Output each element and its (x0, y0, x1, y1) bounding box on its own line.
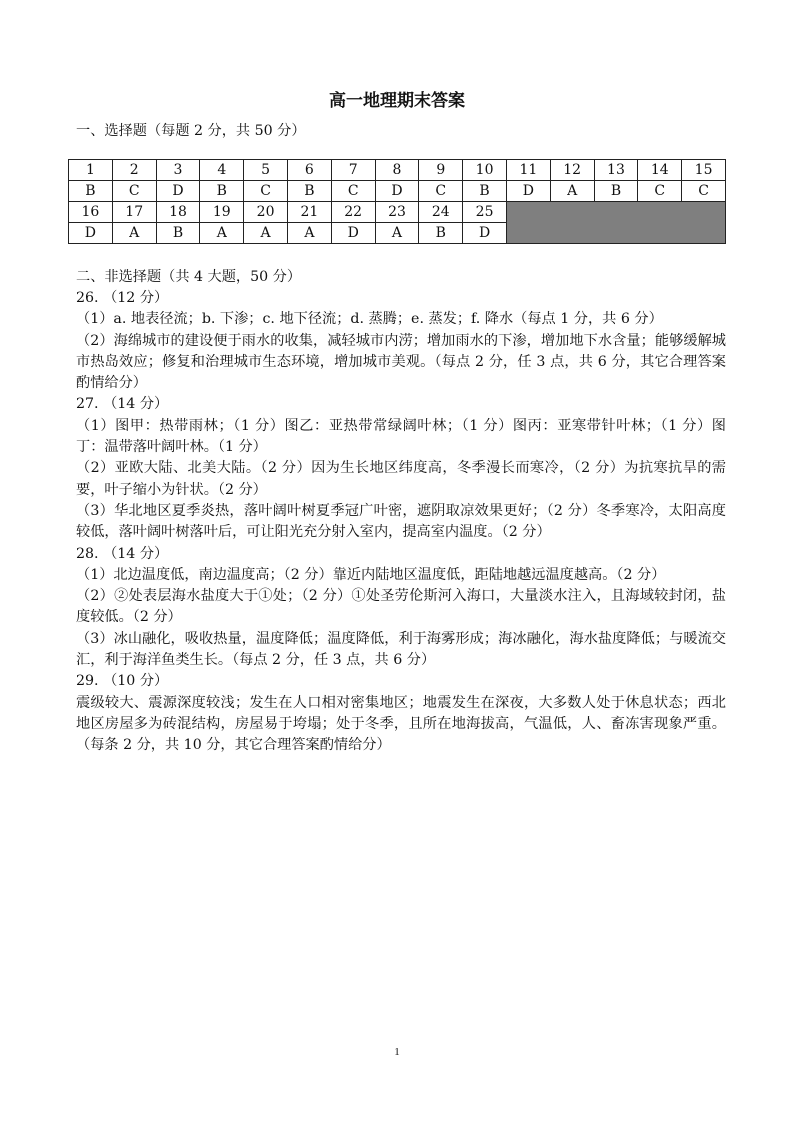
question-number: 12 (550, 160, 594, 181)
answer-cell: A (375, 223, 419, 244)
answer-paragraph: （2）海绵城市的建设便于雨水的收集，减轻城市内涝；增加雨水的下渗，增加地下水含量；能够缓解城市热岛效应；修复和治理城市生态环境，增加城市美观。（每点 2 分，任 3 点，共 6 分，其它合理答案酌情给分） (76, 332, 726, 392)
table-row (69, 181, 726, 202)
question-number: 2 (112, 160, 156, 181)
question-number: 19 (200, 202, 244, 223)
answer-cell: A (287, 223, 331, 244)
shaded-empty-cell (506, 202, 725, 244)
question-number: 18 (156, 202, 200, 223)
answer-cell: A (550, 181, 594, 202)
answer-cell: D (156, 181, 200, 202)
answer-cell: A (112, 223, 156, 244)
question-number: 1 (69, 160, 113, 181)
answer-cell: C (638, 181, 682, 202)
answer-cell: A (244, 223, 288, 244)
answer-paragraph: （1）北边温度低，南边温度高；（2 分）靠近内陆地区温度低，距陆地越远温度越高。（2 分） (76, 566, 666, 583)
answer-paragraph: （3）华北地区夏季炎热，落叶阔叶树夏季冠广叶密，遮阴取凉效果更好；（2 分）冬季寒冷，太阳高度较低，落叶阔叶树落叶后，可让阳光充分射入室内，提高室内温度。（2 分） (76, 502, 726, 541)
answer-cell: C (112, 181, 156, 202)
answer-cell: C (682, 181, 726, 202)
question-number: 5 (244, 160, 288, 181)
table-row (69, 202, 726, 223)
page-number: 1 (394, 1046, 400, 1058)
question-number: 15 (682, 160, 726, 181)
answer-content (76, 288, 726, 757)
answer-cell: D (69, 223, 113, 244)
question-header: 27. （14 分） (76, 396, 169, 413)
question-header: 29. （10 分） (76, 673, 169, 690)
answer-cell: C (244, 181, 288, 202)
question-number: 21 (287, 202, 331, 223)
question-number: 6 (287, 160, 331, 181)
question-number: 3 (156, 160, 200, 181)
question-number: 20 (244, 202, 288, 223)
question-number: 16 (69, 202, 113, 223)
answer-cell: B (419, 223, 463, 244)
answer-paragraph: （1）a. 地表径流；b. 下渗；c. 地下径流；d. 蒸腾；e. 蒸发；f. 降水（每点 1 分，共 6 分） (76, 311, 663, 328)
answer-cell: B (463, 181, 507, 202)
question-number: 22 (331, 202, 375, 223)
answer-paragraph: （2）②处表层海水盐度大于①处；（2 分）①处圣劳伦斯河入海口，大量淡水注入，且海域较封闭，盐度较低。（2 分） (76, 588, 726, 626)
answer-cell: B (200, 181, 244, 202)
question-header: 28. （14 分） (76, 545, 169, 562)
section-heading-nonchoice: 二、非选择题（共 4 大题，50 分） (76, 269, 302, 285)
page-title: 高一地理期末答案 (329, 91, 465, 111)
question-number: 9 (419, 160, 463, 181)
answer-cell: A (200, 223, 244, 244)
question-header: 26. （12 分） (76, 290, 169, 306)
question-number: 4 (200, 160, 244, 181)
answer-cell: C (419, 181, 463, 202)
question-number: 17 (112, 202, 156, 223)
answer-cell: D (463, 223, 507, 244)
answer-cell: B (594, 181, 638, 202)
answer-paragraph: 震级较大、震源深度较浅；发生在人口相对密集地区；地震发生在深夜，大多数人处于休息状态；西北地区房屋多为砖混结构，房屋易于垮塌；处于冬季，且所在地海拔高，气温低，人、畜冻害现象严重。（每条 2 分，共 10 分，其它合理答案酌情给分） (76, 694, 726, 754)
answer-cell: C (331, 181, 375, 202)
answer-cell: B (156, 223, 200, 244)
answer-paragraph: （1）图甲：热带雨林；（1 分）图乙：亚热带常绿阔叶林；（1 分）图丙：亚寒带针叶林；（1 分）图丁：温带落叶阔叶林。（1 分） (76, 417, 726, 456)
question-number: 8 (375, 160, 419, 181)
answer-table (68, 159, 726, 244)
answer-paragraph: （3）冰山融化，吸收热量，温度降低；温度降低，利于海雾形成；海冰融化，海水盐度降低；与暖流交汇，利于海洋鱼类生长。（每点 2 分，任 3 点，共 6 分） (76, 630, 726, 669)
question-number: 13 (594, 160, 638, 181)
question-number: 25 (463, 202, 507, 223)
answer-cell: B (69, 181, 113, 202)
section-heading-choice: 一、选择题（每题 2 分，共 50 分） (76, 123, 306, 139)
answer-cell: D (506, 181, 550, 202)
question-number: 14 (638, 160, 682, 181)
table-row (69, 160, 726, 181)
answer-cell: B (287, 181, 331, 202)
question-number: 11 (506, 160, 550, 181)
question-number: 7 (331, 160, 375, 181)
answer-paragraph: （2）亚欧大陆、北美大陆。（2 分）因为生长地区纬度高，冬季漫长而寒冷，（2 分）为抗寒抗旱的需要，叶子缩小为针状。（2 分） (76, 460, 726, 498)
answer-cell: D (331, 223, 375, 244)
question-number: 10 (463, 160, 507, 181)
answer-cell: D (375, 181, 419, 202)
question-number: 24 (419, 202, 463, 223)
question-number: 23 (375, 202, 419, 223)
